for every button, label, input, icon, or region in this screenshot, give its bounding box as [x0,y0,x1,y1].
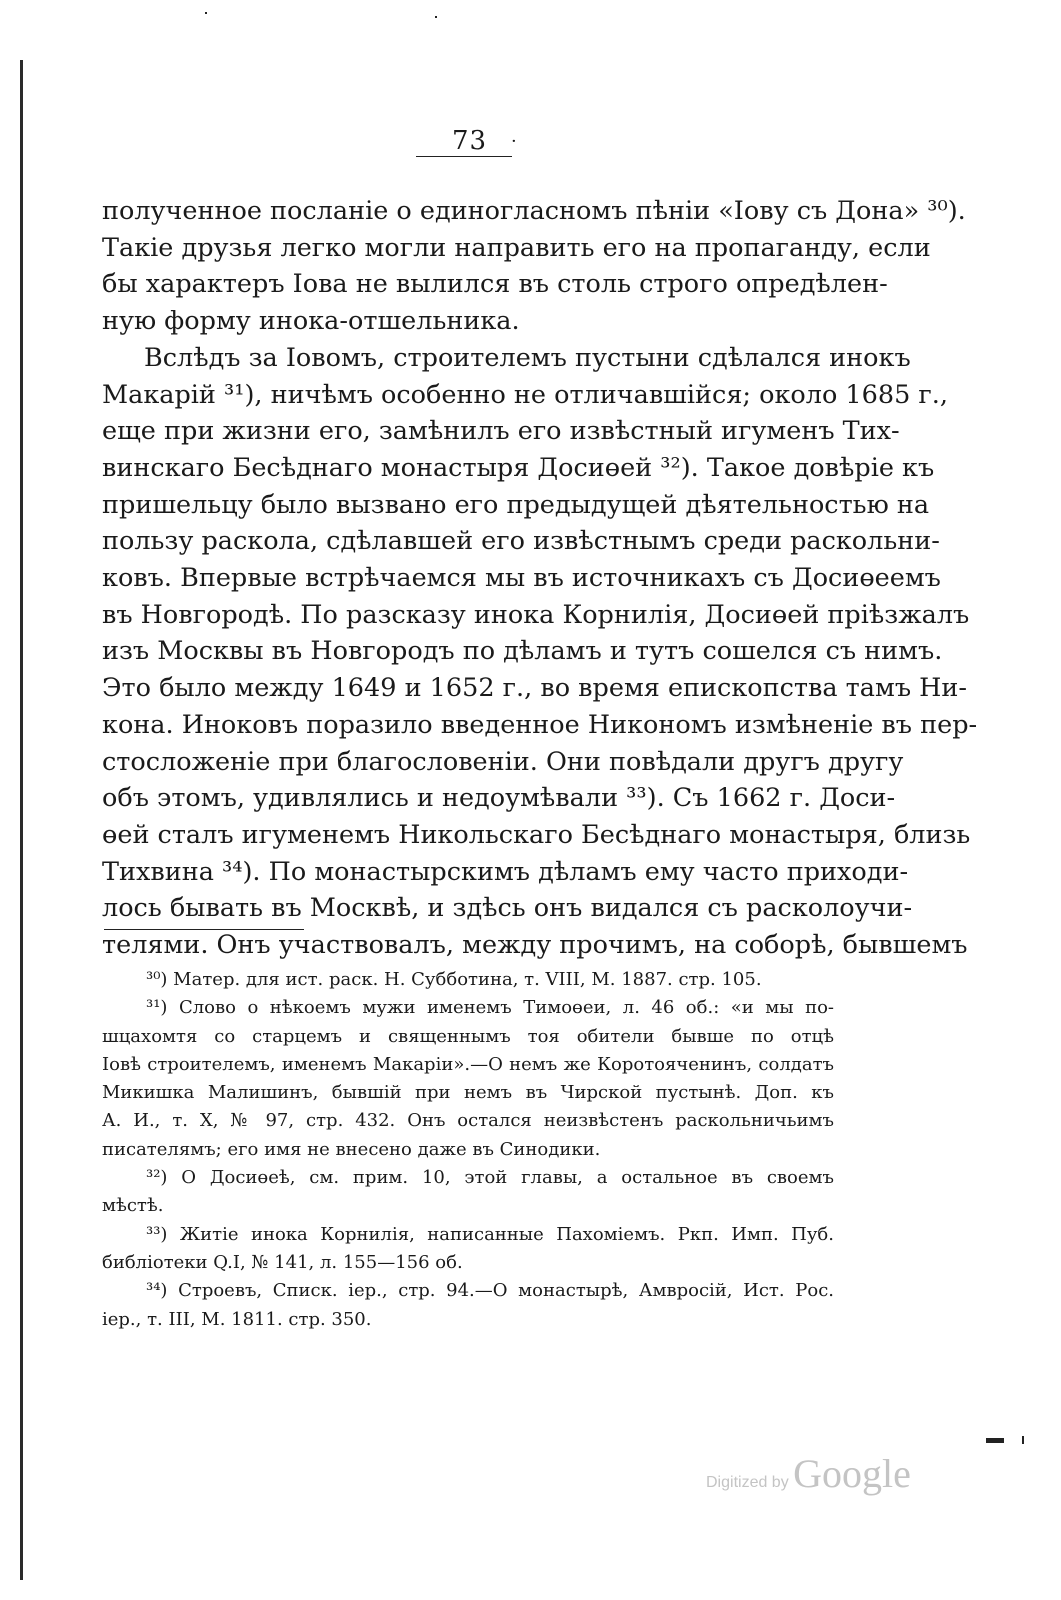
text-line: ную форму инока-отшельника. [102,306,520,337]
text-line: еще при жизни его, замѣнилъ его извѣстный игуменъ Тих- [102,416,900,447]
text-line: Такіе друзья легко могли направить его на пропаганду, если [102,232,931,263]
scan-speck [986,1438,1004,1443]
footnote-line: ³⁴) Строевъ, Списк. іер., стр. 94.—О монастырѣ, Амвросій, Ист. Рос. [146,1280,834,1302]
scan-speck [1022,1436,1024,1444]
footnotes [102,966,834,1334]
scan-speck [435,16,437,18]
text-line: бы характеръ Іова не вылился въ столь строго опредѣлен- [102,269,888,300]
footnote-line: ³⁰) Матер. для ист. раск. Н. Субботина, т. VIII, М. 1887. стр. 105. [146,969,762,990]
text-line: винскаго Бесѣднаго монастыря Досиөей ³²). Такое довѣріе къ [102,452,935,483]
footnote-line: шцахомтя со старцемъ и священнымъ тоя обители бывше по отцѣ [102,1025,834,1047]
footnote-line: библіотеки Q.I, № 141, л. 155—156 об. [102,1251,463,1273]
page-number-mark: · [511,131,517,152]
text-line: өей сталъ игуменемъ Никольскаго Бесѣднаго монастыря, близь [102,819,971,850]
scan-speck [205,12,207,14]
text-line: телями. Онъ участвовалъ, между прочимъ, на соборѣ, бывшемъ [102,930,968,961]
text-line: пришельцу было вызвано его предыдущей дѣятельностью на [102,489,930,520]
footnote-line: Іовѣ строителемъ, именемъ Макаріи».—О немъ же Коротояченинъ, солдатъ [102,1053,834,1075]
text-line: въ Новгородѣ. По разсказу инока Корнилія, Досиөей пріѣзжалъ [102,599,970,630]
text-line: Макарій ³¹), ничѣмъ особенно не отличавшійся; около 1685 г., [102,379,948,410]
main-text [102,193,978,964]
text-line: кона. Иноковъ поразило введенное Никономъ измѣненіе въ пер- [102,709,978,740]
text-line: изъ Москвы въ Новгородъ по дѣламъ и тутъ сошелся съ нимъ. [102,636,943,667]
footnote-line: ³³) Житіе инока Корнилія, написанные Пахоміемъ. Ркп. Имп. Пуб. [146,1223,834,1245]
text-line: Это было между 1649 и 1652 г., во время епископства тамъ Ни- [102,673,967,704]
page-number-rule [416,156,512,157]
footnote-line: ³²) О Досиөеѣ, см. прим. 10, этой главы, а остальное въ своемъ [146,1167,834,1189]
digitized-watermark [706,1450,926,1498]
footnote-line: мѣстѣ. [102,1195,164,1217]
footnote-line: Микишка Малишинъ, бывшій при немъ въ Чирской пустынѣ. Доп. къ [102,1082,834,1104]
footnote-line: А. И., т. X, № 97, стр. 432. Онъ остался неизвѣстенъ раскольничьимъ [102,1110,834,1132]
text-line: ковъ. Впервые встрѣчаемся мы въ источникахъ съ Досиөеемъ [102,563,941,594]
footnote-line: ³¹) Слово о нѣкоемъ мужи именемъ Тимоөеи, л. 46 об.: «и мы по- [146,997,834,1019]
text-line: пользу раскола, сдѣлавшей его извѣстнымъ среди раскольни- [102,526,940,557]
text-line: Вслѣдъ за Іовомъ, строителемъ пустыни сдѣлался инокъ [144,342,911,373]
page-number: 73 [452,126,488,156]
google-logo: Google [793,1451,911,1496]
text-line: Тихвина ³⁴). По монастырскимъ дѣламъ ему часто приходи- [102,856,909,887]
footnote-rule [104,929,304,930]
text-line: лось бывать въ Москвѣ, и здѣсь онъ видался съ расколоучи- [102,893,913,924]
text-line: объ этомъ, удивлялись и недоумѣвали ³³). Съ 1662 г. Доси- [102,783,896,814]
footnote-line: писателямъ; его имя не внесено даже въ Синодики. [102,1138,601,1160]
text-line: стосложеніе при благословеніи. Они повѣдали другъ другу [102,746,904,777]
scan-edge-line [20,60,23,1580]
footnote-line: іер., т. III, М. 1811. стр. 350. [102,1308,372,1330]
text-line: полученное посланіе о единогласномъ пѣніи «Іову съ Дона» ³⁰). [102,196,966,226]
watermark-prefix: Digitized by [706,1474,789,1491]
